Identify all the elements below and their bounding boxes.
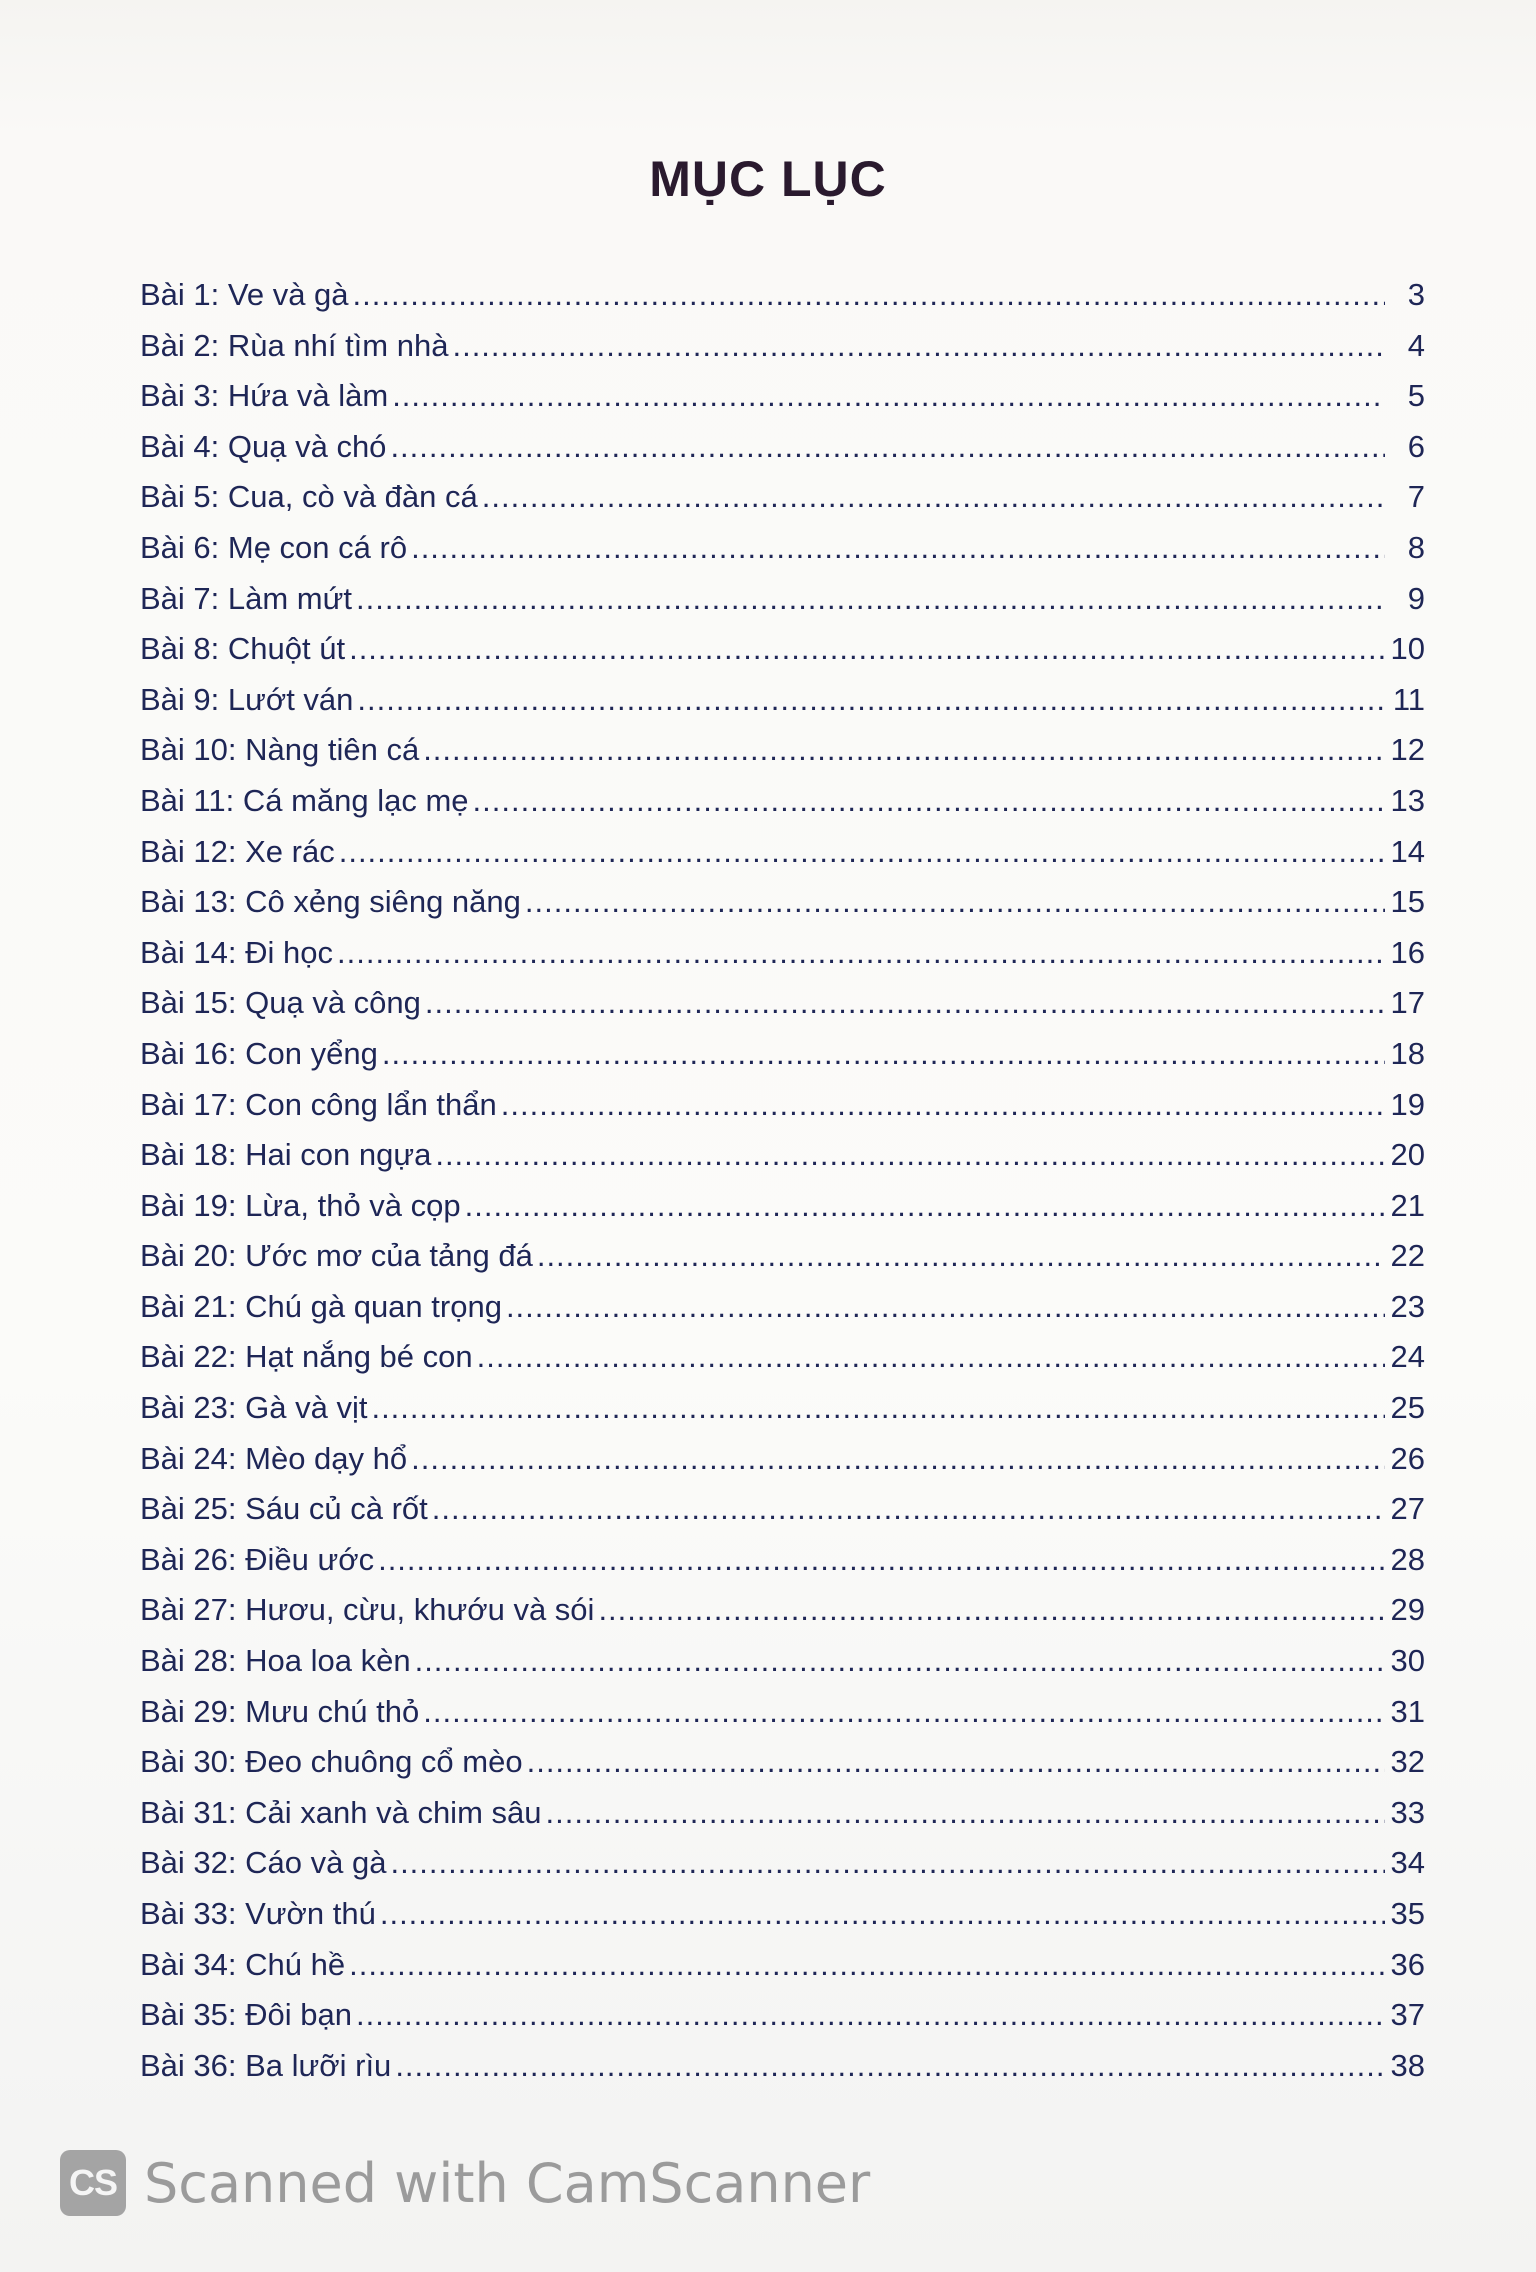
toc-entry-page-number: 5 <box>1407 378 1425 414</box>
toc-leader-dots <box>598 1585 1385 1635</box>
toc-entry-title: Bài 26: Điều ước <box>140 1541 375 1577</box>
toc-entry-title: Bài 14: Đi học <box>140 934 333 970</box>
toc-entry <box>140 1029 1425 1080</box>
toc-entry-page-number: 36 <box>1390 1946 1425 1982</box>
toc-entry-page-number: 14 <box>1390 833 1425 869</box>
toc-entry-title: Bài 13: Cô xẻng siêng năng <box>140 884 521 920</box>
toc-entry <box>140 1585 1425 1636</box>
toc-entry <box>140 1838 1425 1889</box>
toc-entry-title: Bài 33: Vườn thú <box>140 1896 376 1931</box>
toc-leader-dots <box>473 776 1385 826</box>
toc-entry-page-number: 35 <box>1390 1896 1425 1931</box>
toc-entry-title: Bài 18: Hai con ngựa <box>140 1137 432 1173</box>
toc-leader-dots <box>371 1383 1385 1433</box>
toc-entry-title: Bài 2: Rùa nhí tìm nhà <box>140 327 449 363</box>
toc-entry <box>140 2041 1425 2092</box>
toc-leader-dots <box>432 1484 1385 1534</box>
toc-entry-title: Bài 17: Con công lẩn thẩn <box>140 1086 497 1122</box>
toc-entry-title: Bài 9: Lướt ván <box>140 681 354 717</box>
toc-entry <box>140 1940 1425 1991</box>
toc-entry <box>140 1130 1425 1181</box>
toc-entry-title: Bài 30: Đeo chuông cổ mèo <box>140 1744 523 1780</box>
toc-entry-page-number: 33 <box>1390 1794 1425 1830</box>
toc-entry-page-number: 8 <box>1407 529 1425 565</box>
toc-entry-page-number: 25 <box>1390 1390 1425 1426</box>
toc-leader-dots <box>411 1434 1385 1484</box>
toc-leader-dots <box>337 928 1385 978</box>
toc-leader-dots <box>353 270 1385 320</box>
toc-entry <box>140 1990 1425 2041</box>
toc-entry-page-number: 3 <box>1407 277 1425 312</box>
toc-entry <box>140 1636 1425 1687</box>
toc-leader-dots <box>380 1889 1385 1939</box>
toc-leader-dots <box>423 725 1385 775</box>
toc-leader-dots <box>477 1332 1385 1382</box>
toc-entry-title: Bài 25: Sáu củ cà rốt <box>140 1491 428 1527</box>
toc-entry-page-number: 26 <box>1390 1440 1425 1476</box>
toc-entry-page-number: 23 <box>1390 1288 1425 1324</box>
toc-entry-title: Bài 22: Hạt nắng bé con <box>140 1339 473 1375</box>
toc-entry-title: Bài 35: Đôi bạn <box>140 1997 352 2033</box>
toc-leader-dots <box>537 1231 1385 1281</box>
toc-entry-page-number: 37 <box>1390 1997 1425 2033</box>
toc-entry-title: Bài 10: Nàng tiên cá <box>140 732 420 768</box>
toc-entry-page-number: 9 <box>1407 580 1425 616</box>
toc-entry-page-number: 24 <box>1390 1339 1425 1375</box>
toc-entry-page-number: 19 <box>1390 1086 1425 1122</box>
toc-entry-page-number: 27 <box>1390 1491 1425 1527</box>
toc-entry-page-number: 16 <box>1390 934 1425 970</box>
toc-entry-title: Bài 32: Cáo và gà <box>140 1845 387 1881</box>
toc-entry-page-number: 10 <box>1390 631 1425 667</box>
toc-entry <box>140 574 1425 625</box>
toc-entry <box>140 523 1425 574</box>
toc-entry-page-number: 28 <box>1390 1541 1425 1577</box>
toc-entry <box>140 472 1425 523</box>
toc-entry-page-number: 29 <box>1390 1592 1425 1628</box>
toc-leader-dots <box>465 1181 1385 1231</box>
toc-entry-title: Bài 16: Con yểng <box>140 1035 378 1071</box>
toc-leader-dots <box>357 675 1385 725</box>
toc-leader-dots <box>356 574 1385 624</box>
toc-entry <box>140 1080 1425 1131</box>
toc-entry-title: Bài 15: Quạ và công <box>140 985 421 1021</box>
toc-entry-title: Bài 31: Cải xanh và chim sâu <box>140 1794 542 1830</box>
toc-leader-dots <box>395 2041 1385 2091</box>
toc-entry <box>140 725 1425 776</box>
toc-leader-dots <box>501 1080 1385 1130</box>
toc-entry-page-number: 20 <box>1390 1137 1425 1173</box>
toc-entry-title: Bài 12: Xe rác <box>140 833 335 869</box>
toc-entry <box>140 1484 1425 1535</box>
scanner-watermark <box>60 2150 870 2216</box>
toc-entry <box>140 1181 1425 1232</box>
toc-entry <box>140 1434 1425 1485</box>
toc-entry <box>140 422 1425 473</box>
toc-entry <box>140 877 1425 928</box>
toc-entry-title: Bài 20: Ước mơ của tảng đá <box>140 1238 533 1274</box>
toc-entry-page-number: 31 <box>1390 1693 1425 1729</box>
page-title: MỤC LỤC <box>649 151 887 207</box>
toc-entry <box>140 321 1425 372</box>
toc-entry <box>140 1737 1425 1788</box>
toc-entry-title: Bài 23: Gà và vịt <box>140 1390 368 1426</box>
toc-entry-page-number: 38 <box>1390 2047 1425 2083</box>
toc-entry-page-number: 30 <box>1390 1643 1425 1679</box>
toc-entry <box>140 1282 1425 1333</box>
toc-entry <box>140 1788 1425 1839</box>
toc-entry-page-number: 22 <box>1390 1238 1425 1274</box>
toc-entry <box>140 1687 1425 1738</box>
toc-entry <box>140 1383 1425 1434</box>
toc-leader-dots <box>423 1687 1385 1737</box>
toc-entry-title: Bài 3: Hứa và làm <box>140 378 389 414</box>
toc-entry-title: Bài 28: Hoa loa kèn <box>140 1643 411 1679</box>
toc-entry <box>140 270 1425 321</box>
toc-entry <box>140 1231 1425 1282</box>
toc-entry-page-number: 12 <box>1390 732 1425 768</box>
toc-leader-dots <box>435 1130 1385 1180</box>
toc-leader-dots <box>527 1737 1385 1787</box>
toc-leader-dots <box>339 827 1385 877</box>
toc-entry <box>140 776 1425 827</box>
toc-entry-title: Bài 24: Mèo dạy hổ <box>140 1440 408 1476</box>
toc-entry <box>140 978 1425 1029</box>
toc-leader-dots <box>482 472 1385 522</box>
toc-entry-title: Bài 8: Chuột út <box>140 631 346 667</box>
toc-entry <box>140 827 1425 878</box>
toc-entry-title: Bài 7: Làm mứt <box>140 580 352 616</box>
toc-entry-page-number: 34 <box>1390 1845 1425 1881</box>
toc-entry-page-number: 7 <box>1407 479 1425 515</box>
toc-entry-page-number: 17 <box>1390 985 1425 1021</box>
toc-entry-page-number: 4 <box>1407 327 1425 363</box>
toc-leader-dots <box>390 1838 1385 1888</box>
toc-entry-title: Bài 36: Ba lưỡi rìu <box>140 2047 392 2083</box>
toc-entry-title: Bài 11: Cá măng lạc mẹ <box>140 782 469 818</box>
toc-entry-title: Bài 6: Mẹ con cá rô <box>140 529 408 565</box>
toc-entry-page-number: 32 <box>1390 1744 1425 1780</box>
toc-entry <box>140 1332 1425 1383</box>
toc-leader-dots <box>506 1282 1385 1332</box>
toc-entry-page-number: 11 <box>1392 681 1425 717</box>
toc-leader-dots <box>349 1940 1385 1990</box>
toc-entry-page-number: 13 <box>1390 782 1425 818</box>
toc-entry <box>140 371 1425 422</box>
toc-entry-page-number: 15 <box>1390 884 1425 920</box>
toc-entry-title: Bài 5: Cua, cò và đàn cá <box>140 479 478 515</box>
toc-entry-page-number: 21 <box>1390 1187 1425 1223</box>
toc-leader-dots <box>411 523 1385 573</box>
toc-leader-dots <box>452 321 1385 371</box>
toc-entry-title: Bài 21: Chú gà quan trọng <box>140 1288 502 1324</box>
toc-entry <box>140 624 1425 675</box>
toc-leader-dots <box>390 422 1385 472</box>
toc-entry-page-number: 18 <box>1390 1035 1425 1071</box>
toc-leader-dots <box>415 1636 1385 1686</box>
toc-leader-dots <box>425 978 1385 1028</box>
toc-entry-title: Bài 1: Ve và gà <box>140 277 349 312</box>
toc-leader-dots <box>378 1535 1385 1585</box>
toc-leader-dots <box>525 877 1385 927</box>
toc-entry-title: Bài 27: Hươu, cừu, khướu và sói <box>140 1592 595 1628</box>
toc-entry-title: Bài 19: Lừa, thỏ và cọp <box>140 1187 461 1223</box>
toc-leader-dots <box>392 371 1385 421</box>
toc-entry <box>140 1889 1425 1940</box>
toc-entry <box>140 1535 1425 1586</box>
camscanner-logo-icon: CS <box>60 2150 126 2216</box>
toc-leader-dots <box>356 1990 1385 2040</box>
watermark-text: Scanned with CamScanner <box>144 2151 871 2215</box>
toc-entry-title: Bài 34: Chú hề <box>140 1946 346 1982</box>
toc-leader-dots <box>382 1029 1385 1079</box>
toc-entry <box>140 675 1425 726</box>
table-of-contents <box>140 270 1425 2091</box>
toc-entry <box>140 928 1425 979</box>
toc-entry-page-number: 6 <box>1407 428 1425 464</box>
toc-leader-dots <box>349 624 1385 674</box>
toc-entry-title: Bài 29: Mưu chú thỏ <box>140 1693 420 1729</box>
toc-entry-title: Bài 4: Quạ và chó <box>140 428 387 464</box>
toc-leader-dots <box>546 1788 1386 1838</box>
